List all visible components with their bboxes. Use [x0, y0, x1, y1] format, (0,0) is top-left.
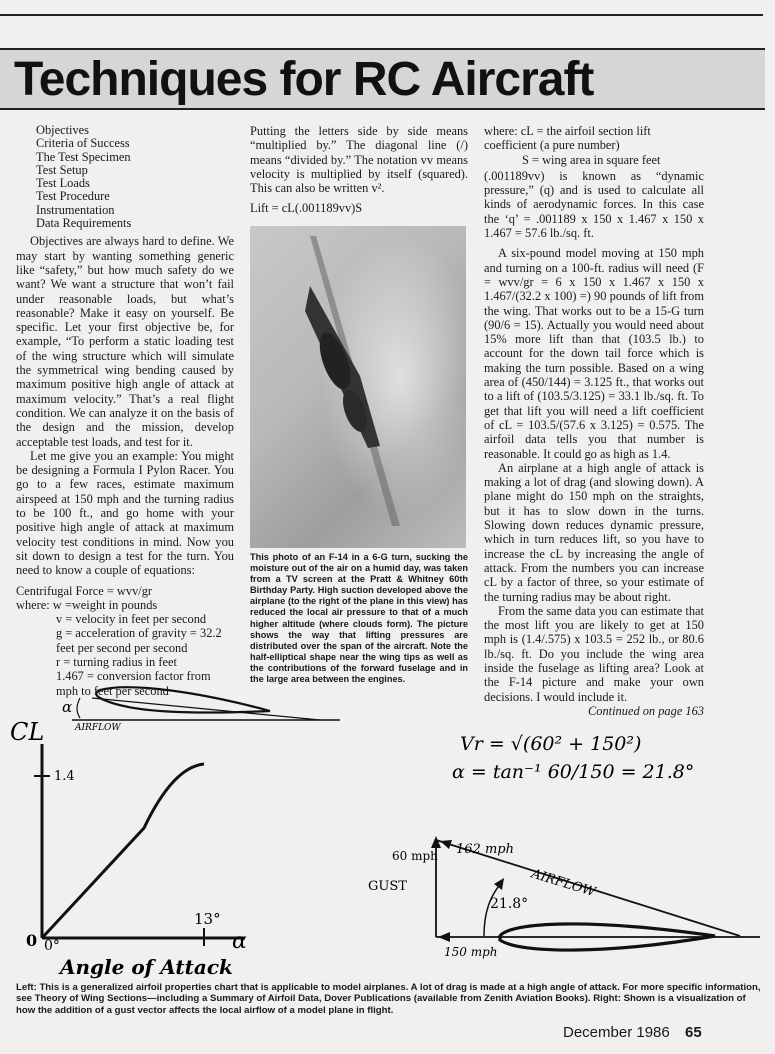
def-w: =weight in pounds: [64, 597, 158, 612]
f14-silhouette: [250, 226, 466, 548]
paragraph: (.001189vv) is known as “dynamic pressure,” (q) and is used to calculate all kinds of aerodynamic forces. In this case the ‘q’ = .001189 x 150 x 1.467 x 150 x 1.467 = 57.6 lb./sq. ft.: [484, 168, 704, 241]
figure-caption: Left: This is a generalized airfoil properties chart that is applicable to model airplanes. A lot of drag is made at a high angle of attack. For more specific information, see Theory of Wing Sections—including a Summary of Airfoil Data, Dover Publications (available from Zenith Aviation Books). Right: Shown is a visualization of how the addition of a gust vector affects the local airflow of a model plane in flight.: [16, 982, 761, 1016]
stall-angle-label: 13°: [194, 910, 221, 928]
paragraph: Putting the letters side by side means “multiplied by.” The diagonal line (/) means “divided by.” The notation vv means velocity is multiplied by itself (squared). This can also be written v².: [250, 124, 468, 196]
paragraph: A six-pound model moving at 150 mph and turning on a 100-ft. radius will need (F = wvv/gr = 6 x 150 x 1.467 x 150 x 1.467/(32.2 x 100) =) 90 pounds of lift from the wing. That works out to be a 15-G turn (90/6 = 15). Actually you would need about 15% more lift than that (103.5 lb.) to account for the down tail force which is making the turn possible. Based on a wing area of (450/144) = 3.125 ft., that works out to a lift of (103.5/3.125) = 33.1 lb./sq. ft. To get that lift you will need a lift coefficient of cL = 103.5/(57.6 x 3.125) = 0.575. The airfoil data tells you that number is reasonable. It could go as high as 1.4.: [484, 246, 704, 461]
photo-caption: This photo of an F-14 in a 6-G turn, sucking the moisture out of the air on a humid day, was taken from a TV screen at the Pratt & Whitney 60th Birthday Party. High suction developed above the airplane (to the right of the plane in this view) has reduced the local air pressure to that of a much higher altitude (where clouds form). The picture shows the way that lifting pressures are distributed over the span of the aircraft. Note the half-elliptical shape near the wing tips as well as the contributions of the forward fuselage and in the large area between the engines.: [250, 552, 468, 685]
def-v: v = velocity in feet per second: [56, 612, 207, 627]
forward-speed-label: 150 mph: [444, 945, 498, 959]
def-1467: 1.467 = conversion factor from mph to feet per second: [56, 669, 211, 698]
paragraph: Objectives are always hard to define. We may start by wanting something generic like “safety,” but how much safety do we want? We want a structure that won’t fail under reasonable loads, but what’s reasonable? Make it easy on yourself. Be specific. Let your first objective be, for example, “To perform a static loading test of the wing structure which will simulate the symmetrical wing bending caused by maximum positive high angle of attack at maximum velocity.” That’s a real flight condition. We can analyze it on the basis of the design and the mission, develop acceptable test loads, and test for it.: [16, 234, 234, 449]
def-r: r = turning radius in feet: [56, 654, 177, 669]
x-axis-label: Angle of Attack: [60, 955, 233, 979]
column-3: [484, 124, 704, 718]
column-2: [250, 124, 468, 216]
def-cl: where: cL = the airfoil section lift coefficient (a pure number): [484, 124, 651, 153]
resultant-speed-label: 162 mph: [456, 842, 514, 857]
def-s: S = wing area in square feet: [522, 152, 661, 167]
paragraph: From the same data you can estimate that the most lift you are likely to get at 150 mph is (1.4/.575) x 103.5 = 252 lb., or 80.6 lb./sq. ft. Do you include the wing area inside the fuselage as lifting area? Look at the F-14 picture and make your own decisions. I would include it.: [484, 603, 704, 704]
list-item: Objectives: [36, 123, 89, 137]
airfoil-shape: [96, 687, 270, 712]
airflow-small-label: AIRFLOW: [75, 723, 121, 733]
origin-label: 0: [26, 931, 38, 950]
list-item: Data Requirements: [36, 216, 132, 231]
list-item: Test Setup: [36, 162, 88, 177]
list-item: Test Loads: [36, 176, 90, 191]
issue-date: December 1986: [563, 1024, 670, 1041]
list-item: The Test Specimen: [36, 149, 131, 164]
airfoil-lift-chart: [0, 684, 380, 980]
alpha-axis-label: α: [232, 929, 247, 954]
f14-photo: [250, 226, 466, 548]
angle-equation: α = tan⁻¹ 60/150 = 21.8°: [452, 761, 695, 783]
peak-label: 1.4: [54, 769, 75, 784]
centrifugal-equation: Centrifugal Force = wvv/gr: [16, 583, 153, 598]
page-title: Techniques for RC Aircraft: [14, 53, 594, 106]
list-item: Instrumentation: [36, 202, 115, 217]
lift-equation: Lift = cL(.001189vv)S: [250, 201, 363, 216]
paragraph: Let me give you an example: You might be designing a Formula I Pylon Racer. You go to a few races, estimate maximum airspeed at 150 mph and the turning radius to be 100 ft., and go home with your positive high angle of attack at maximum velocity test conditions in mind. Now you sit down to design a test for the turn. You need to know a couple of equations:: [16, 448, 234, 578]
gust-vector-diagram: [360, 700, 765, 980]
x-origin-label: 0°: [44, 938, 60, 954]
gust-speed-label: 60 mph: [392, 849, 438, 863]
column-1: [16, 124, 234, 698]
gust-label: GUST: [368, 879, 407, 894]
variable-definitions: [16, 598, 234, 698]
lift-definitions: [484, 124, 704, 167]
where-label: where: w: [16, 597, 62, 612]
chord-line: [92, 698, 320, 720]
paragraph: An airplane at a high angle of attack is making a lot of drag (and slowing down). A plane might do 150 mph on the straights, but it has to slow down in the turns. Slowing down reduces dynamic pressure, which in turn reduces lift, so you have to increase the cL by increasing the angle of attack. From the numbers you can increase cL by a factor of three, so your estimate of the turning radius may be about right.: [484, 460, 704, 604]
objectives-list: [16, 124, 234, 230]
top-rule: [0, 14, 763, 16]
def-g: g = acceleration of gravity = 32.2 feet per second per second: [56, 626, 222, 655]
alpha-small-label: α: [62, 698, 73, 716]
list-item: Criteria of Success: [36, 136, 130, 151]
page-number: 65: [685, 1024, 702, 1041]
angle-label: 21.8°: [490, 896, 529, 912]
resultant-equation: Vr = √(60² + 150²): [460, 733, 642, 755]
title-banner: [0, 48, 765, 110]
airflow-label: AIRFLOW: [529, 866, 598, 901]
cl-axis-label: CL: [10, 718, 45, 746]
lift-curve: [42, 764, 204, 938]
continued-note: Continued on page 163: [588, 703, 704, 718]
list-item: Test Procedure: [36, 189, 110, 204]
